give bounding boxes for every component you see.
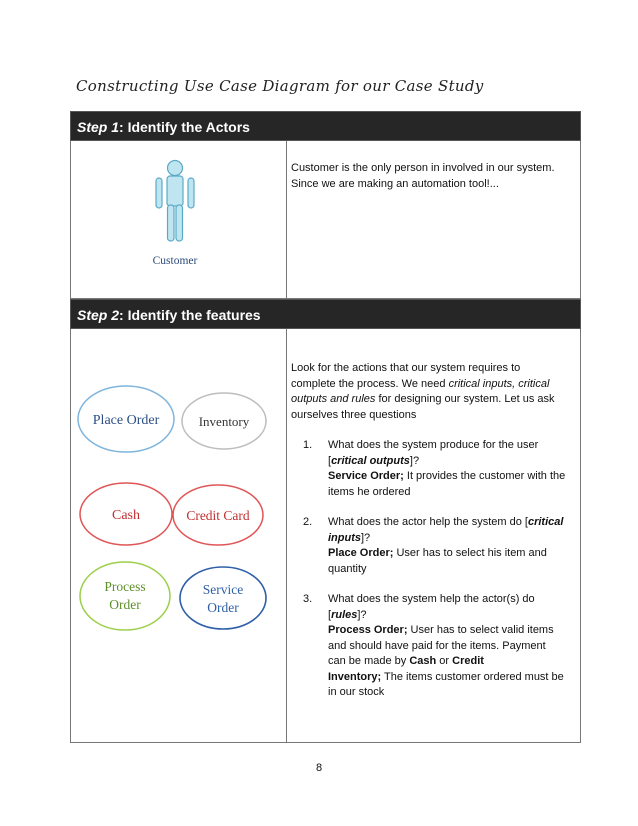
question-2-number: 2.: [303, 516, 313, 528]
use-case-inventory: [182, 393, 266, 449]
step1-heading: : Identify the Actors: [119, 119, 250, 135]
page-title: Constructing Use Case Diagram for our Case Study: [76, 77, 484, 95]
answer-3-payment: can be made by Cash or Credit: [328, 655, 484, 667]
step1-divider: [286, 141, 287, 299]
use-case-process-order: [80, 562, 170, 630]
question-2-text: What does the actor help the system do [critical: [328, 516, 564, 528]
answer-3-inventory-cont: in our stock: [328, 686, 385, 698]
step1-description-line1: Customer is the only person in involved in our system.: [291, 162, 555, 174]
svg-text:Place Order: Place Order: [92, 413, 160, 428]
svg-text:Credit Card: Credit Card: [186, 508, 250, 523]
step1-label: Step 1: [77, 119, 120, 135]
step2-header: [70, 299, 581, 329]
answer-2: Place Order; User has to select his item and: [328, 547, 547, 559]
svg-text:Order: Order: [109, 597, 141, 612]
use-case-credit-card: [173, 485, 263, 545]
intro-line2: complete the process. We need critical inputs, critical: [291, 377, 550, 390]
intro-line4: ourselves three questions: [291, 408, 417, 421]
answer-3-cont: and should have paid for the items. Payment: [328, 639, 546, 652]
actor-figure: [140, 155, 230, 270]
use-case-place-order: [78, 386, 174, 452]
answer-3-inventory: Inventory; The items customer ordered must be: [328, 670, 564, 683]
question-3-number: 3.: [303, 593, 313, 605]
question-1-key: [critical outputs]?: [328, 454, 420, 467]
intro-line3: outputs and rules for designing our system. Let us ask: [291, 393, 555, 405]
question-1-number: 1.: [303, 439, 313, 451]
step2-intro: [291, 361, 579, 423]
svg-text:Order: Order: [207, 600, 239, 615]
customer-actor-icon: [156, 161, 194, 242]
answer-1-cont: items he ordered: [328, 485, 411, 498]
question-1-text: What does the system produce for the user: [328, 439, 539, 451]
question-3-text: What does the system help the actor(s) do: [328, 593, 535, 605]
step1-description: [291, 161, 555, 192]
answer-3: Process Order; User has to select valid items: [328, 624, 554, 636]
intro-line1: Look for the actions that our system requires to: [291, 362, 521, 374]
answer-1: Service Order; It provides the customer with the: [328, 470, 566, 482]
svg-text:Service: Service: [202, 582, 244, 597]
step2-heading: : Identify the features: [119, 307, 261, 323]
svg-text:Cash: Cash: [112, 508, 140, 523]
question-2-key: inputs]?: [328, 531, 371, 544]
svg-text:Process: Process: [104, 579, 146, 594]
step2-label: Step 2: [77, 307, 120, 323]
answer-2-cont: quantity: [328, 562, 367, 575]
use-case-cash: [80, 483, 172, 545]
step2-divider: [286, 329, 287, 743]
page-number: 8: [315, 762, 323, 774]
step1-header: [70, 111, 581, 141]
step1-description-line2: Since we are making an automation tool!...: [291, 177, 499, 190]
use-case-diagram: [72, 380, 272, 640]
actor-label: Customer: [152, 255, 198, 267]
svg-text:Inventory: Inventory: [198, 414, 250, 429]
use-case-service-order: [180, 567, 266, 629]
question-3-key: [rules]?: [328, 608, 367, 621]
